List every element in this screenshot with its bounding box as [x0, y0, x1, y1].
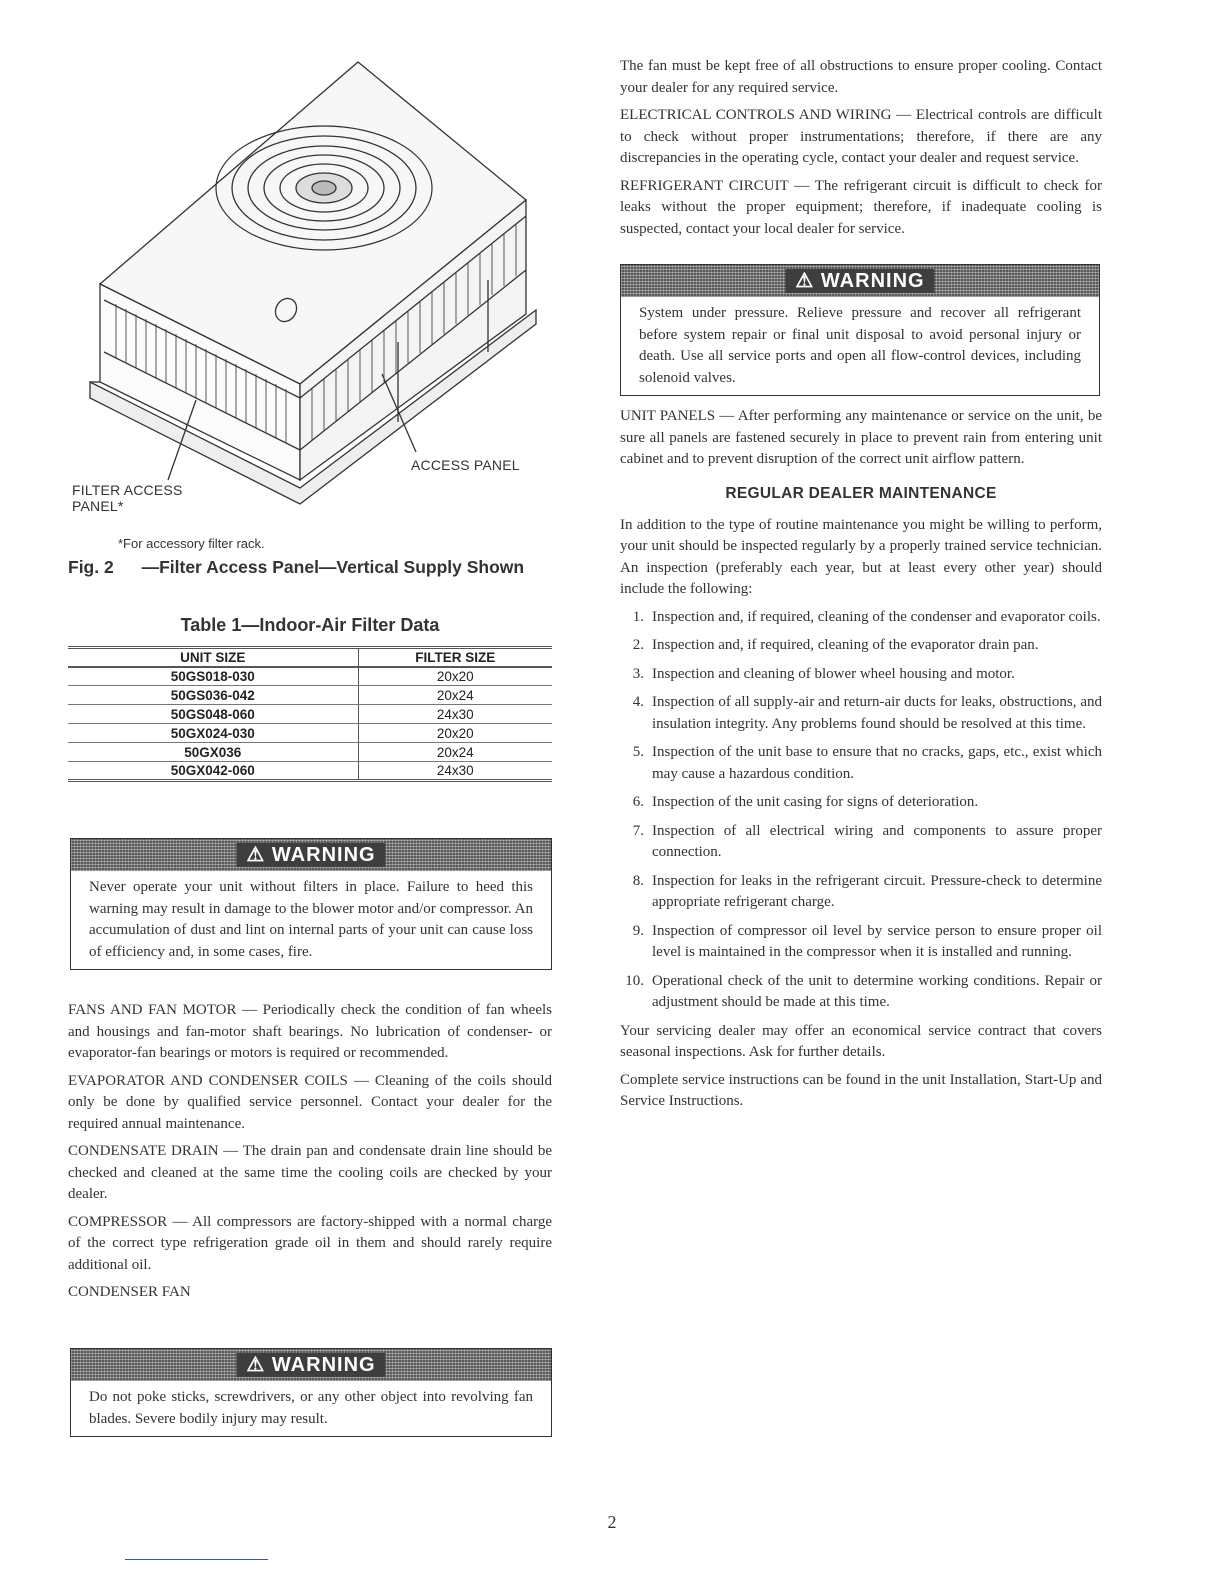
figure-number: Fig. 2	[68, 557, 114, 577]
warning-header	[621, 265, 1099, 297]
list-item	[620, 792, 1102, 814]
table-row	[68, 686, 552, 705]
list-item-text: Inspection of the unit casing for signs of deterioration.	[652, 794, 979, 810]
column-header-unit-size: UNIT SIZE	[68, 648, 358, 667]
list-item-text: Operational check of the unit to determine working conditions. Repair or adjustment should be made at this time.	[652, 972, 1102, 1010]
drain-paragraph: CONDENSATE DRAIN — The drain pan and condensate drain line should be checked and cleaned at the same time the cooling coils are checked by your dealer.	[68, 1143, 552, 1202]
list-item-text: Inspection and, if required, cleaning of the condenser and evaporator coils.	[652, 608, 1101, 625]
list-item-text: Inspection and, if required, cleaning of the evaporator drain pan.	[652, 637, 1039, 653]
table-row	[68, 743, 552, 762]
figure-note: *For accessory filter rack.	[118, 536, 265, 551]
list-item-text: Inspection of the unit base to ensure that no cracks, gaps, etc., exist which may cause a hazardous condition.	[652, 744, 1102, 782]
filter-size-cell: 20x24	[358, 686, 552, 705]
list-item-text: Inspection of all electrical wiring and components to assure proper connection.	[652, 822, 1102, 860]
list-item-number: 3.	[632, 665, 644, 682]
list-item-text: Inspection of all supply-air and return-air ducts for leaks, obstructions, and insulation integrity. Any problems found should be resolved at this time.	[652, 694, 1102, 732]
list-item	[620, 871, 1102, 914]
filter-access-label-line1: FILTER ACCESS	[72, 482, 183, 498]
table-row	[68, 705, 552, 724]
list-item-text: Inspection for leaks in the refrigerant circuit. Pressure-check to determine appropriate refrigerant charge.	[652, 872, 1102, 910]
warning-text: Do not poke sticks, screwdrivers, or any other object into revolving fan blades. Severe bodily injury may result.	[89, 1389, 533, 1427]
list-item-number: 10.	[625, 972, 644, 989]
list-item	[620, 971, 1102, 1014]
warning-text: Never operate your unit without filters in place. Failure to heed this warning may result in damage to the blower motor and/or compressor. An accumulation of dust and lint on internal parts of your unit can cause loss of efficiency and, in some cases, fire.	[89, 879, 533, 960]
left-column	[68, 52, 552, 1427]
filter-access-label	[72, 482, 182, 514]
list-item	[620, 821, 1102, 864]
list-item-number: 9.	[632, 922, 644, 939]
list-item	[620, 921, 1102, 964]
table-row	[68, 762, 552, 781]
filter-size-cell: 24x30	[358, 705, 552, 724]
list-item	[620, 664, 1102, 686]
warning-box-fan-blades	[70, 1348, 552, 1437]
maintenance-list	[620, 607, 1102, 1014]
figure-caption-text: —Filter Access Panel—Vertical Supply Shown	[141, 557, 525, 577]
filter-size-cell: 20x20	[358, 667, 552, 686]
list-item-text: Inspection and cleaning of blower wheel housing and motor.	[652, 665, 1015, 682]
left-body-text	[68, 1000, 552, 1310]
service-instructions-paragraph: Complete service instructions can be found in the unit Installation, Start-Up and Service Instructions.	[620, 1071, 1102, 1109]
table-header-row	[68, 648, 552, 667]
unit-size-cell: 50GS048-060	[68, 705, 358, 724]
unit-panels-paragraph: UNIT PANELS — After performing any maintenance or service on the unit, be sure all panels are fastened securely in place to prevent rain from entering unit cabinet and to prevent disruption of the correct unit airflow pattern.	[620, 408, 1102, 467]
fan-obstruction-paragraph: The fan must be kept free of all obstructions to ensure proper cooling. Contact your dealer for any required service.	[620, 58, 1102, 96]
filter-size-cell: 20x24	[358, 743, 552, 762]
list-item-number: 8.	[632, 872, 644, 889]
service-contract-paragraph: Your servicing dealer may offer an economical service contract that covers seasonal inspections. Ask for further details.	[620, 1022, 1102, 1060]
filter-data-table	[68, 646, 552, 782]
list-item	[620, 635, 1102, 657]
maintenance-intro: In addition to the type of routine maintenance you might be willing to perform, your unit should be inspected regularly by a properly trained service technician. An inspection (preferably each year, but at least every other year) should include the following:	[620, 516, 1102, 597]
warning-box-pressure	[620, 264, 1100, 396]
figure-caption	[68, 557, 552, 577]
list-item-number: 7.	[632, 822, 644, 839]
list-item-number: 6.	[632, 794, 644, 810]
table-row	[68, 724, 552, 743]
filter-access-label-line2: PANEL*	[72, 498, 124, 514]
unit-size-cell: 50GX036	[68, 743, 358, 762]
list-item-number: 1.	[632, 608, 644, 625]
unit-size-cell: 50GS036-042	[68, 686, 358, 705]
figure-unit-illustration	[68, 52, 552, 532]
warning-text: System under pressure. Relieve pressure and recover all refrigerant before system repair or final unit disposal to avoid personal injury or death. Use all service ports and open all flow-control devices, including solenoid valves.	[639, 305, 1081, 386]
maintenance-heading: REGULAR DEALER MAINTENANCE	[725, 484, 997, 502]
table-title: Table 1—Indoor-Air Filter Data	[180, 615, 440, 635]
right-column	[620, 56, 1102, 1119]
warning-box-filters	[70, 838, 552, 970]
filter-size-cell: 20x20	[358, 724, 552, 743]
condenser-fan-heading: CONDENSER FAN	[68, 1284, 191, 1300]
list-item	[620, 692, 1102, 735]
list-item-number: 2.	[632, 637, 644, 653]
column-header-filter-size: FILTER SIZE	[358, 648, 552, 667]
list-item	[620, 742, 1102, 785]
warning-title: ⚠ WARNING	[236, 1353, 385, 1377]
list-item-text: Inspection of compressor oil level by service person to ensure proper oil level is maintained in the compressor when it is installed and running.	[652, 922, 1102, 960]
page-number: 2	[607, 1512, 617, 1532]
warning-title: ⚠ WARNING	[785, 269, 934, 293]
access-panel-label: ACCESS PANEL	[411, 457, 520, 473]
coils-paragraph: EVAPORATOR AND CONDENSER COILS — Cleaning of the coils should only be done by qualified service personnel. Contact your dealer for the required annual maintenance.	[68, 1072, 552, 1132]
warning-title: ⚠ WARNING	[236, 843, 385, 867]
electrical-paragraph: ELECTRICAL CONTROLS AND WIRING — Electrical controls are difficult to check without proper instrumentations; therefore, if there are any discrepancies in the operating cycle, contact your dealer and request service.	[620, 107, 1102, 166]
unit-size-cell: 50GS018-030	[68, 667, 358, 686]
table-row	[68, 667, 552, 686]
list-item-number: 4.	[632, 694, 644, 710]
compressor-paragraph: COMPRESSOR — All compressors are factory-shipped with a normal charge of the correct type refrigeration grade oil in them and should rarely require additional oil.	[68, 1213, 552, 1273]
footer-rule	[125, 1559, 268, 1560]
list-item-number: 5.	[632, 744, 644, 760]
fans-paragraph: FANS AND FAN MOTOR — Periodically check the condition of fan wheels and housings and fan-motor shaft bearings. No lubrication of condenser- or evaporator-fan bearings or motors is required or recommended.	[68, 1002, 552, 1061]
unit-size-cell: 50GX024-030	[68, 724, 358, 743]
unit-size-cell: 50GX042-060	[68, 762, 358, 781]
warning-header	[71, 1349, 551, 1381]
list-item	[620, 607, 1102, 629]
filter-size-cell: 24x30	[358, 762, 552, 781]
warning-header	[71, 839, 551, 871]
refrigerant-paragraph: REFRIGERANT CIRCUIT — The refrigerant circuit is difficult to check for leaks without the proper equipment; therefore, if inadequate cooling is suspected, contact your local dealer for service.	[620, 177, 1102, 237]
